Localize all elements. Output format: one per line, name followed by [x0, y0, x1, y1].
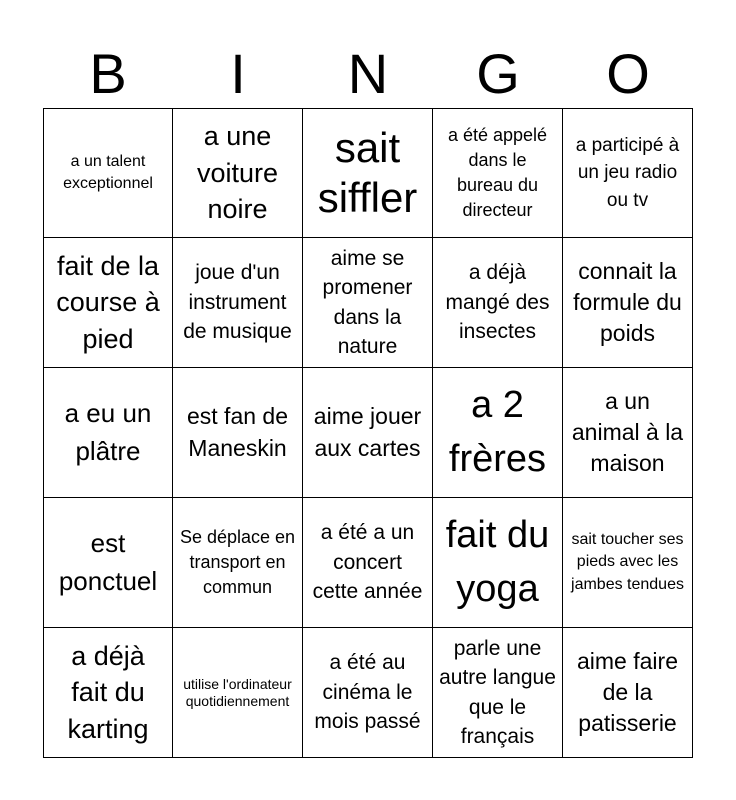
cell-text: fait du yoga [445, 514, 550, 610]
bingo-cell[interactable] [303, 368, 433, 498]
bingo-cell[interactable] [303, 108, 433, 238]
cell-text: utilise l'ordinateur quotidiennement [183, 675, 292, 709]
cell-text: a un talent exceptionnel [63, 152, 153, 192]
cell-text: fait de la course à pied [56, 250, 160, 354]
bingo-cell[interactable] [433, 498, 563, 628]
bingo-cell[interactable] [433, 238, 563, 368]
bingo-cell[interactable] [563, 498, 693, 628]
bingo-cell[interactable] [563, 368, 693, 498]
bingo-cell[interactable] [433, 628, 563, 758]
cell-text: aime faire de la patisserie [577, 647, 678, 737]
bingo-cell[interactable] [173, 628, 303, 758]
bingo-cell[interactable] [43, 108, 173, 238]
bingo-cell[interactable] [303, 498, 433, 628]
cell-text: a eu un plâtre [64, 397, 152, 466]
bingo-grid [43, 108, 693, 758]
header-letter-i: I [230, 42, 246, 105]
cell-text: a été au cinéma le mois passé [314, 651, 421, 734]
cell-text: aime se promener dans la nature [322, 246, 413, 358]
cell-text: a une voiture noire [196, 121, 279, 225]
header-letter-g: G [476, 42, 520, 105]
cell-text: a été a un concert cette année [312, 521, 423, 604]
cell-text: est fan de Maneskin [186, 403, 289, 461]
cell-text: connait la formule du poids [573, 257, 682, 347]
cell-text: aime jouer aux cartes [313, 403, 422, 461]
header-letter-b: B [89, 42, 127, 105]
bingo-cell[interactable] [43, 368, 173, 498]
cell-text: a déjà fait du karting [67, 640, 149, 744]
cell-text: a 2 frères [448, 384, 547, 480]
bingo-cell[interactable] [303, 628, 433, 758]
cell-text: parle une autre langue que le français [439, 636, 556, 748]
bingo-cell[interactable] [173, 498, 303, 628]
cell-text: a été appelé dans le bureau du directeur [447, 124, 548, 221]
cell-text: a participé à un jeu radio ou tv [575, 134, 680, 211]
cell-text: est ponctuel [58, 527, 158, 596]
bingo-cell[interactable] [433, 368, 563, 498]
cell-text: a un animal à la maison [571, 387, 684, 477]
bingo-cell[interactable] [173, 238, 303, 368]
cell-text: Se déplace en transport en commun [179, 526, 296, 598]
bingo-cell[interactable] [173, 368, 303, 498]
bingo-cell[interactable] [303, 238, 433, 368]
bingo-cell[interactable] [563, 238, 693, 368]
bingo-cell[interactable] [563, 628, 693, 758]
bingo-header [43, 40, 693, 108]
cell-text: a déjà mangé des insectes [445, 261, 550, 344]
bingo-cell[interactable] [433, 108, 563, 238]
cell-text: joue d'un instrument de musique [183, 261, 292, 344]
header-letter-o: O [606, 42, 650, 105]
header-letter-n: N [347, 42, 389, 105]
bingo-cell[interactable] [563, 108, 693, 238]
bingo-cell[interactable] [43, 628, 173, 758]
bingo-cell[interactable] [173, 108, 303, 238]
cell-text: sait siffler [317, 123, 418, 221]
bingo-cell[interactable] [43, 238, 173, 368]
cell-text: sait toucher ses pieds avec les jambes tendues [571, 530, 684, 593]
bingo-cell[interactable] [43, 498, 173, 628]
